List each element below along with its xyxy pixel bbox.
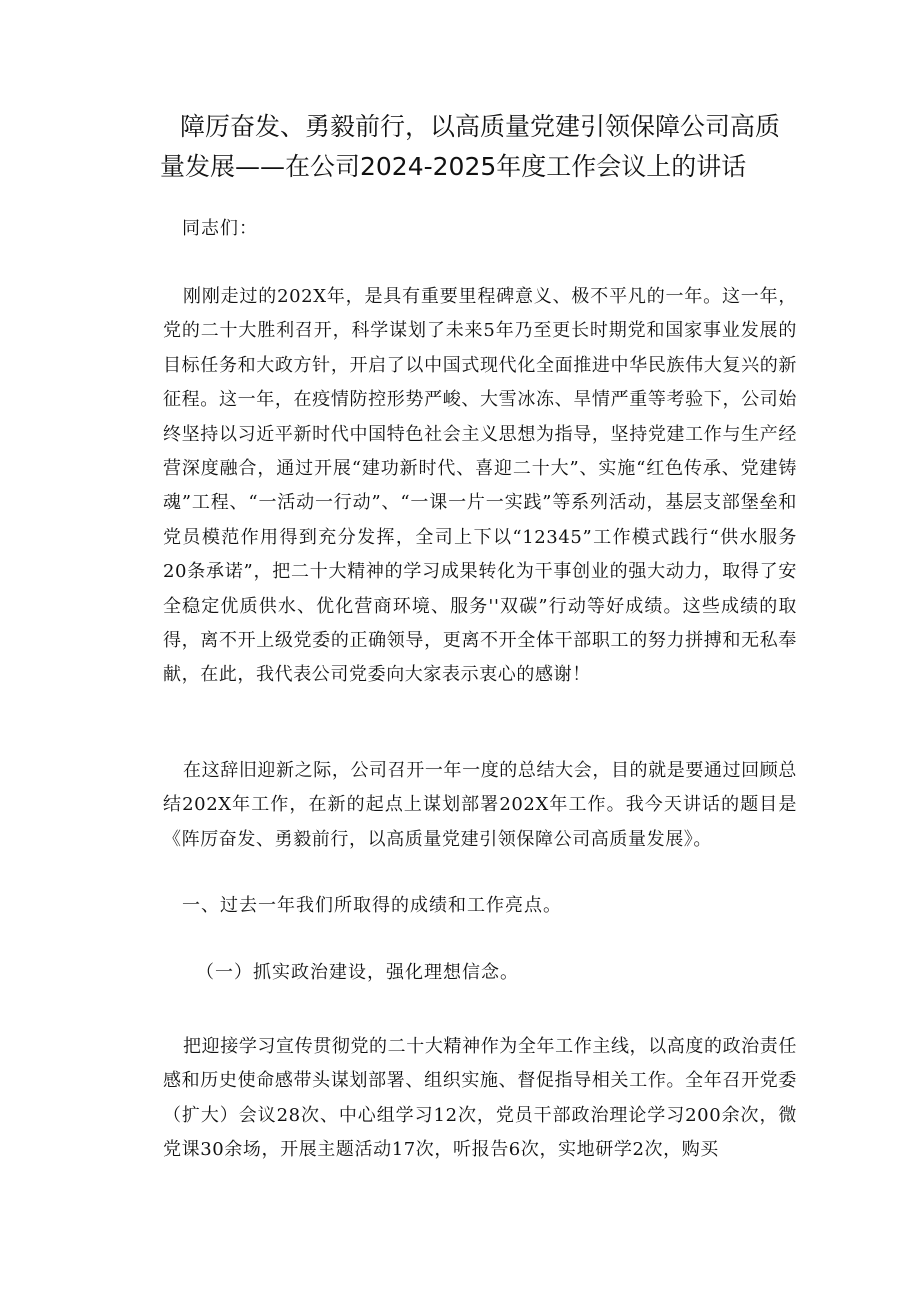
subsection-heading-political-building: （一）抓实政治建设，强化理想信念。 xyxy=(196,962,519,983)
salutation: 同志们： xyxy=(182,218,258,239)
paragraph-political-building: 把迎接学习宣传贯彻党的二十大精神作为全年工作主线，以高度的政治责任感和历史使命感带头谋划部署、组织实施、督促指导相关工作。全年召开党委（扩大）会议28次、中心组学习12次，党员干部政治理论学习200余次，微党课30余场，开展主题活动17次，听报告6次，实地研学2次，购买 xyxy=(163,1036,797,1161)
paragraph-meeting-purpose: 在这辞旧迎新之际，公司召开一年一度的总结大会，目的就是要通过回顾总结202X年工作，在新的起点上谋划部署202X年工作。我今天讲话的题目是《阵厉奋发、勇毅前行，以高质量党建引领保障公司高质量发展》。 xyxy=(163,760,797,850)
document-title: 障厉奋发、勇毅前行，以高质量党建引领保障公司高质量发展——在公司2024-2025年度工作会议上的讲话 xyxy=(160,112,781,181)
paragraph-review-year: 刚刚走过的202X年，是具有重要里程碑意义、极不平凡的一年。这一年，党的二十大胜利召开，科学谋划了未来5年乃至更长时期党和国家事业发展的目标任务和大政方针，开启了以中国式现代化全面推进中华民族伟大复兴的新征程。这一年，在疫情防控形势严峻、大雪冰冻、旱情严重等考验下，公司始终坚持以习近平新时代中国特色社会主义思想为指导，坚持党建工作与生产经营深度融合，通过开展“建功新时代、喜迎二十大”、实施“红色传承、党建铸魂”工程、“一活动一行动”、“一课一片一实践”等系列活动，基层支部堡垒和党员模范作用得到充分发挥，全司上下以“12345”工作模式践行“供水服务20条承诺”，把二十大精神的学习成果转化为干事创业的强大动力，取得了安全稳定优质供水、优化营商环境、服务''双碳”行动等好成绩。这些成绩的取得，离不开上级党委的正确领导，更离不开全体干部职工的努力拼搏和无私奉献，在此，我代表公司党委向大家表示衷心的感谢！ xyxy=(163,286,797,686)
section-heading-achievements: 一、过去一年我们所取得的成绩和工作亮点。 xyxy=(182,895,562,916)
